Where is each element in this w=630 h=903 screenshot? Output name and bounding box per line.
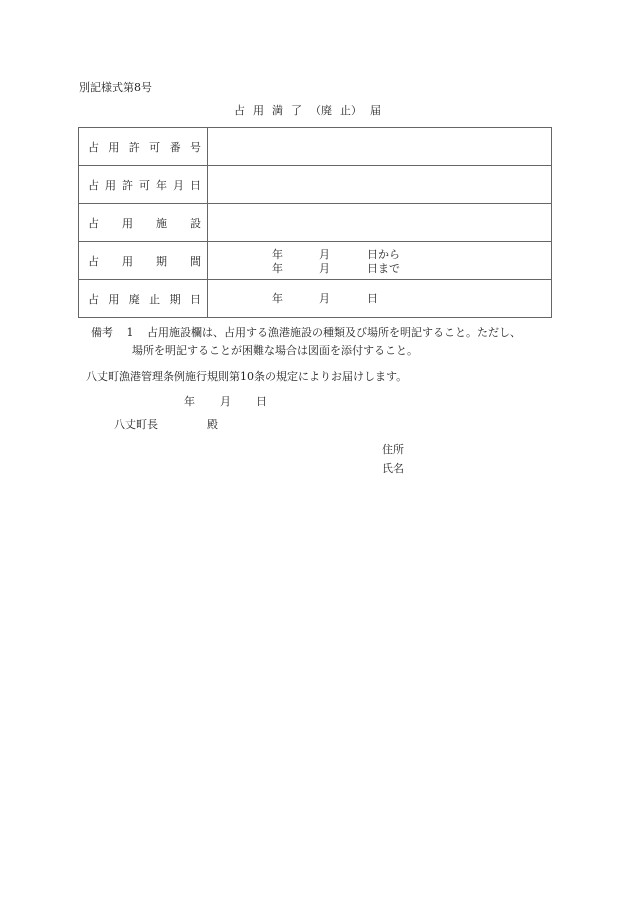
title-char: 了: [291, 104, 302, 117]
label-char: 間: [190, 254, 201, 268]
label-char: 日: [190, 178, 201, 192]
table-row: [79, 166, 552, 204]
end-day: 日まで: [367, 262, 400, 275]
label-char: 許: [128, 140, 140, 154]
form-number: 別記様式第8号: [79, 81, 152, 94]
end-month: 月: [319, 262, 330, 275]
start-month: 月: [319, 248, 330, 261]
title-char: 満: [272, 104, 283, 117]
label-char: 占: [88, 254, 99, 268]
submission-day: 日: [256, 395, 267, 408]
title-char: 占: [234, 104, 245, 117]
address-label: 住所: [382, 443, 404, 456]
remarks-line-2: 場所を明記することが困難な場合は図面を添付すること。: [132, 344, 418, 357]
table-row: [79, 242, 552, 280]
title-char: 用: [253, 104, 264, 117]
addressee-honorific: 殿: [207, 418, 218, 431]
facility-field[interactable]: [208, 204, 552, 242]
abolition-month: 月: [319, 292, 330, 305]
label-char: 期: [169, 292, 181, 306]
label-char: 番: [169, 140, 181, 154]
period-field[interactable]: [208, 242, 552, 280]
table-row: [79, 280, 552, 318]
label-char: 施: [156, 216, 167, 230]
label-permit-number: [79, 128, 208, 166]
label-permit-date: [79, 166, 208, 204]
label-char: 廃: [128, 292, 140, 306]
submission-month: 月: [220, 395, 231, 408]
title-char: 届: [370, 104, 381, 117]
title-char: （廃: [310, 104, 332, 117]
form-table: [78, 127, 552, 318]
abolition-year: 年: [272, 292, 283, 305]
label-char: 止: [149, 292, 161, 306]
label-char: 許: [122, 178, 133, 192]
addressee-name: 八丈町長: [114, 418, 158, 431]
remarks-number: 1: [126, 326, 134, 339]
declaration: 八丈町漁港管理条例施行規則第10条の規定によりお届けします。: [86, 370, 408, 383]
remarks-heading: 備考: [91, 326, 113, 339]
label-char: 用: [108, 140, 120, 154]
label-char: 占: [88, 292, 99, 306]
label-abolition-date: [79, 280, 208, 318]
remarks: [91, 327, 521, 338]
label-char: 可: [149, 140, 161, 154]
label-char: 用: [122, 216, 133, 230]
label-char: 占: [88, 140, 99, 154]
label-char: 用: [122, 254, 133, 268]
label-char: 用: [105, 178, 116, 192]
label-char: 号: [189, 140, 201, 154]
table-row: [79, 128, 552, 166]
label-char: 可: [139, 178, 150, 192]
label-period: [79, 242, 208, 280]
permit-date-field[interactable]: [208, 166, 552, 204]
submission-year: 年: [184, 395, 195, 408]
label-char: 月: [173, 178, 184, 192]
title-char: 止）: [340, 104, 362, 117]
label-char: 期: [156, 254, 167, 268]
label-char: 用: [108, 292, 120, 306]
label-facility: [79, 204, 208, 242]
table-row: [79, 204, 552, 242]
start-day: 日から: [367, 248, 400, 261]
end-year: 年: [272, 262, 283, 275]
name-label: 氏名: [382, 462, 404, 475]
label-char: 占: [88, 216, 99, 230]
label-char: 日: [189, 292, 201, 306]
label-char: 占: [88, 178, 99, 192]
label-char: 年: [156, 178, 167, 192]
abolition-day: 日: [367, 292, 378, 305]
remarks-line-1: 占用施設欄は、占用する漁港施設の種類及び場所を明記すること。ただし、: [147, 326, 521, 339]
label-char: 設: [190, 216, 201, 230]
document-title: [234, 105, 389, 116]
permit-number-field[interactable]: [208, 128, 552, 166]
start-year: 年: [272, 248, 283, 261]
abolition-date-field[interactable]: [208, 280, 552, 318]
